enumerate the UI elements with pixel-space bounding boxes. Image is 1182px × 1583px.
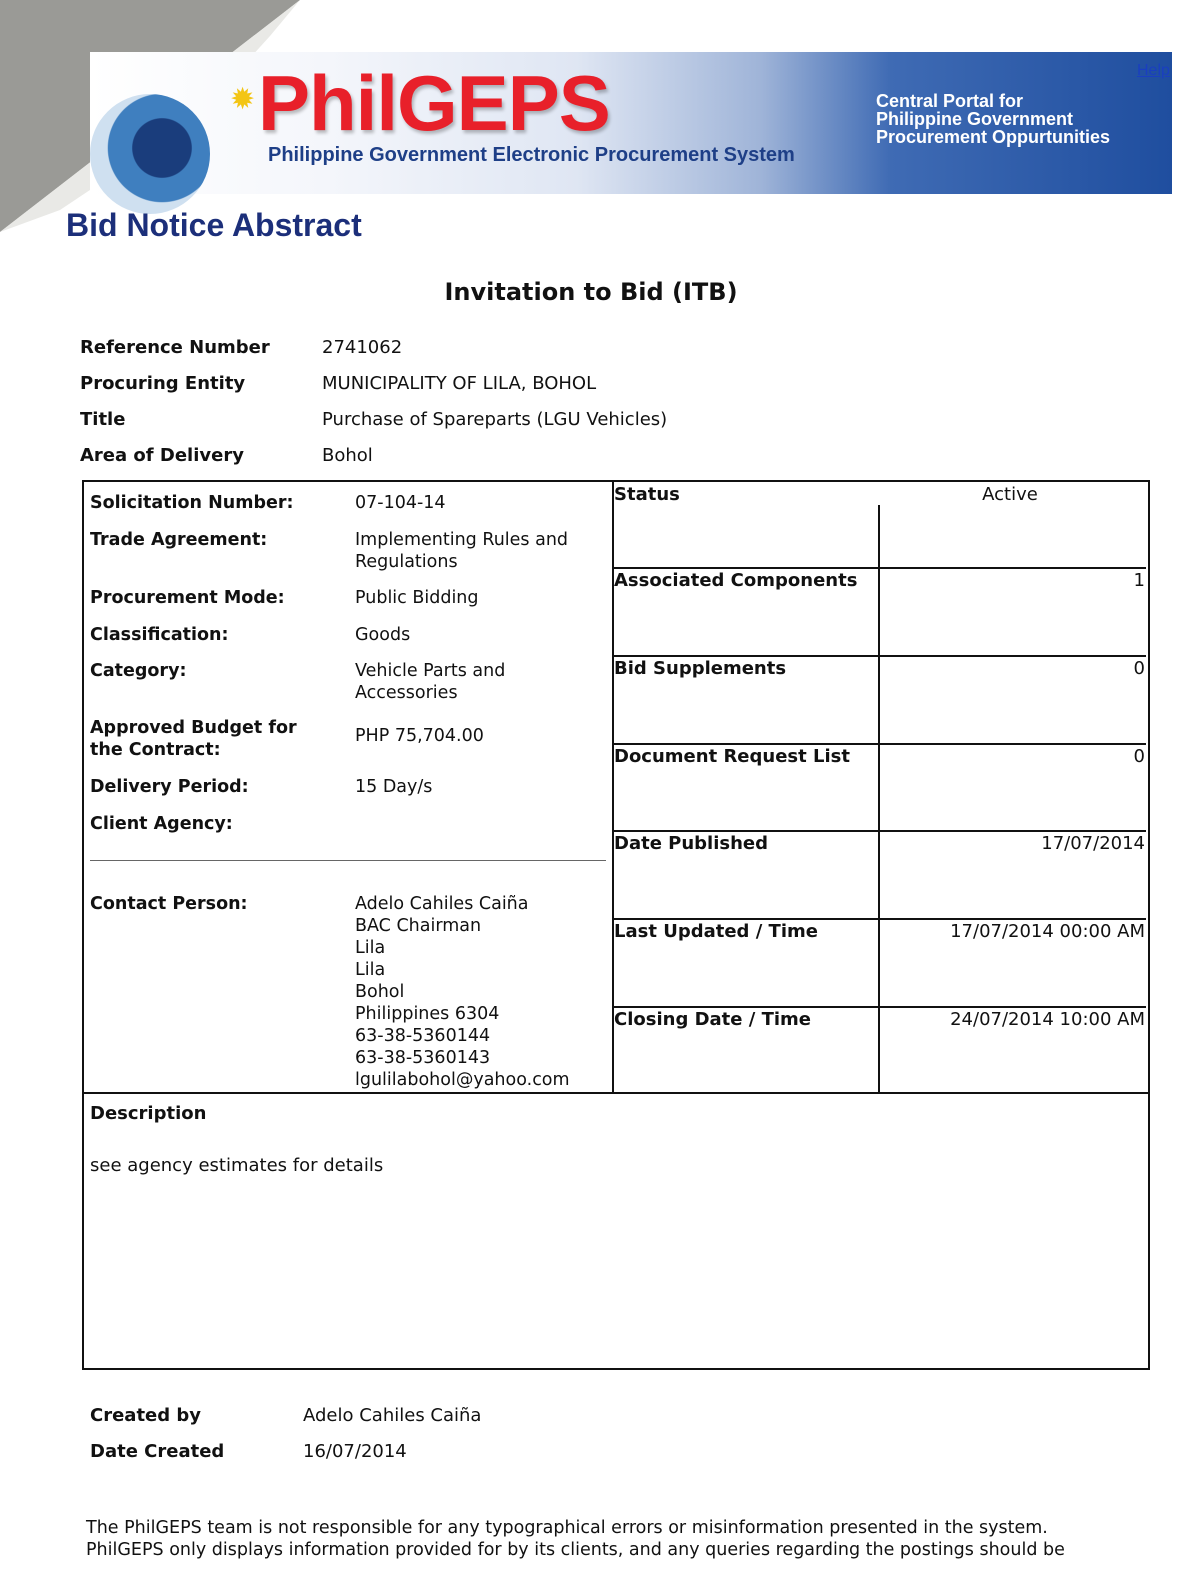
category-label: Category: [90, 661, 187, 681]
status-row-line [612, 567, 1146, 569]
created-by-label: Created by [90, 1405, 202, 1426]
procuring-entity-value: MUNICIPALITY OF LILA, BOHOL [322, 373, 597, 394]
procurement-mode-label: Procurement Mode: [90, 588, 285, 608]
status-row-line [612, 743, 1146, 745]
classification-value: Goods [355, 625, 411, 645]
date-published-label: Date Published [614, 833, 769, 854]
portal-tagline: Central Portal for Philippine Government Procurement Oppurtunities [876, 91, 1111, 147]
classification-label: Classification: [90, 625, 229, 645]
logo-subtitle: Philippine Government Electronic Procurement System [268, 144, 795, 166]
philgeps-logo: PhilGEPS [258, 59, 610, 147]
sun-icon: ✹ [230, 82, 256, 117]
title-label: Title [80, 409, 126, 430]
delivery-period-label: Delivery Period: [90, 777, 249, 797]
area-of-delivery-value: Bohol [322, 445, 373, 466]
trade-agreement-value: Implementing Rules and Regulations [355, 530, 569, 572]
help-link[interactable]: Help [1137, 62, 1170, 79]
reference-number-value: 2741062 [322, 337, 403, 358]
status-row-line [612, 918, 1146, 920]
bid-supplements-label: Bid Supplements [614, 658, 787, 679]
delivery-period-value: 15 Day/s [355, 777, 433, 797]
associated-components-label: Associated Components [614, 570, 858, 591]
last-updated-value: 17/07/2014 00:00 AM [950, 921, 1145, 942]
page-title: Bid Notice Abstract [66, 207, 362, 243]
closing-date-value: 24/07/2014 10:00 AM [950, 1009, 1145, 1030]
description-label: Description [90, 1103, 207, 1124]
created-by-value: Adelo Cahiles Caiña [303, 1405, 482, 1426]
document-request-list-value: 0 [1133, 746, 1145, 767]
client-agency-separator [90, 860, 606, 861]
solicitation-number-value: 07-104-14 [355, 493, 446, 513]
area-of-delivery-label: Area of Delivery [80, 445, 244, 466]
date-created-label: Date Created [90, 1441, 225, 1462]
closing-date-label: Closing Date / Time [614, 1009, 812, 1030]
section-divider [82, 1092, 1148, 1094]
status-panel-divider [878, 505, 880, 1092]
description-text: see agency estimates for details [90, 1155, 384, 1176]
last-updated-label: Last Updated / Time [614, 921, 818, 942]
title-value: Purchase of Spareparts (LGU Vehicles) [322, 409, 668, 430]
abc-value: PHP 75,704.00 [355, 726, 484, 746]
procuring-entity-label: Procuring Entity [80, 373, 246, 394]
abc-label: Approved Budget for the Contract: [90, 718, 297, 760]
client-agency-label: Client Agency: [90, 814, 233, 834]
associated-components-value: 1 [1133, 570, 1145, 591]
status-label: Status [614, 484, 680, 505]
contact-person-details: Adelo Cahiles Caiña BAC Chairman Lila Lila Bohol Philippines 6304 63-38-5360144 63-38-5360143 lgulilabohol@yahoo.com [355, 894, 570, 1090]
status-row-line [612, 655, 1146, 657]
trade-agreement-label: Trade Agreement: [90, 530, 268, 550]
status-row-line [612, 830, 1146, 832]
date-created-value: 16/07/2014 [303, 1441, 407, 1462]
status-value: Active [982, 484, 1038, 505]
document-request-list-label: Document Request List [614, 746, 850, 767]
notice-type-heading: Invitation to Bid (ITB) [444, 278, 738, 306]
bid-supplements-value: 0 [1133, 658, 1145, 679]
contact-person-label: Contact Person: [90, 894, 248, 914]
procurement-mode-value: Public Bidding [355, 588, 479, 608]
solicitation-number-label: Solicitation Number: [90, 493, 294, 513]
category-value: Vehicle Parts and Accessories [355, 661, 506, 703]
government-seal-icon [90, 94, 210, 214]
disclaimer-note: The PhilGEPS team is not responsible for any typographical errors or misinformation presented in the system. PhilGEPS only displays information provided for by its clients, and any queries regarding the postings should be [86, 1518, 1065, 1560]
philgeps-banner [90, 52, 1172, 194]
status-row-line [612, 1006, 1146, 1008]
date-published-value: 17/07/2014 [1041, 833, 1145, 854]
reference-number-label: Reference Number [80, 337, 270, 358]
